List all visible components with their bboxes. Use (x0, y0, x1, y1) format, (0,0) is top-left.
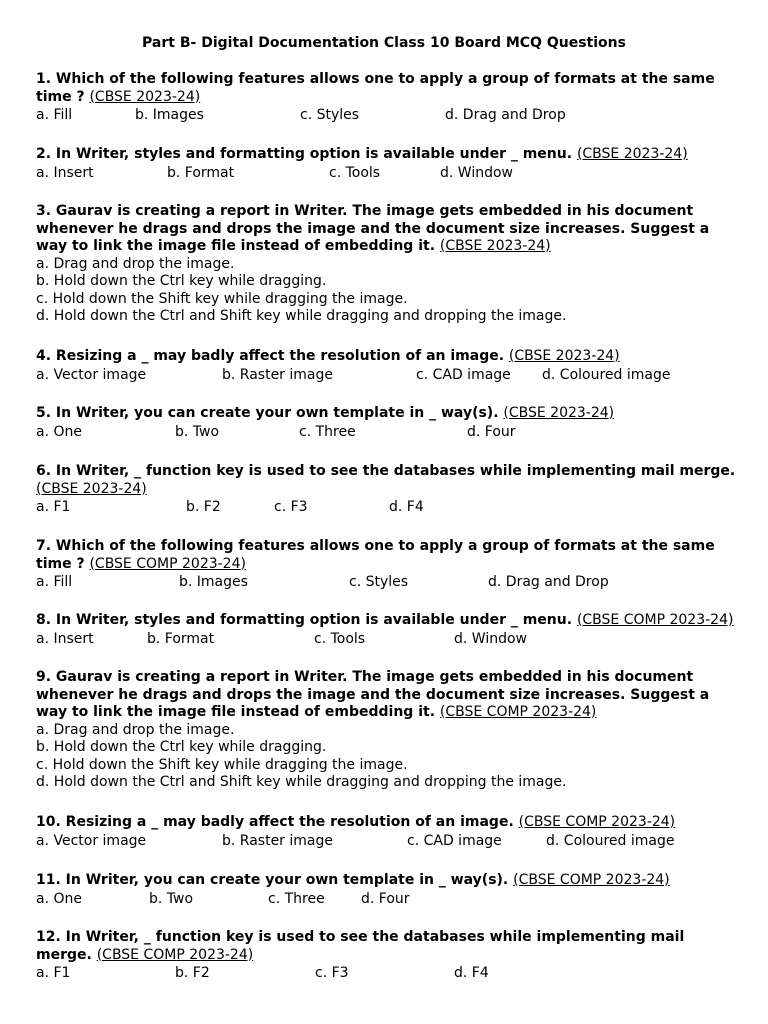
options-row (36, 106, 736, 124)
question-stem: 6. In Writer, _ function key is used to see the databases while implementing mail merge. (CBSE 2023-24) (36, 463, 736, 497)
option-b: b. Raster image (222, 832, 333, 849)
options-row (36, 890, 736, 908)
option-b: b. Images (179, 574, 248, 590)
exam-tag: (CBSE 2023-24) (503, 405, 615, 421)
option-c: c. Three (268, 890, 325, 907)
option-b: b. F2 (175, 965, 210, 981)
document-title: Part B- Digital Documentation Class 10 Board MCQ Questions (142, 35, 626, 51)
option-b: b. Format (167, 164, 235, 181)
option-d: d. Four (467, 423, 516, 440)
question-stem: 2. In Writer, styles and formatting option is available under _ menu. (CBSE 2023-24) (36, 146, 688, 162)
option-a: a. One (36, 890, 82, 907)
option-a: a. Fill (36, 574, 73, 590)
question-11 (36, 872, 736, 908)
exam-tag: (CBSE COMP 2023-24) (576, 612, 734, 628)
exam-tag: (CBSE COMP 2023-24) (513, 872, 670, 888)
exam-tag: (CBSE 2023-24) (508, 348, 620, 364)
option-a: a. One (36, 423, 82, 440)
question-10 (36, 814, 736, 850)
options-row (36, 573, 736, 591)
option-a: a. Fill (36, 107, 73, 123)
option-a: a. Drag and drop the image. (36, 255, 235, 272)
option-b: b. F2 (186, 499, 221, 515)
options-row (36, 964, 736, 982)
option-c: c. Styles (349, 574, 409, 590)
exam-tag: (CBSE COMP 2023-24) (96, 946, 254, 963)
option-d: d. F4 (389, 499, 424, 515)
question-1 (36, 71, 736, 124)
exam-tag: (CBSE 2023-24) (576, 146, 688, 162)
option-b: b. Hold down the Ctrl key while dragging. (36, 273, 327, 289)
option-a: a. F1 (36, 499, 71, 515)
exam-tag: (CBSE 2023-24) (36, 480, 147, 497)
options-row (36, 498, 736, 516)
option-c: c. Tools (314, 630, 366, 647)
option-a: a. Vector image (36, 832, 147, 849)
option-b: b. Two (175, 423, 220, 440)
option-d: d. Window (454, 630, 527, 647)
option-d: d. Window (440, 164, 513, 181)
option-a: a. Drag and drop the image. (36, 721, 235, 738)
question-stem: 5. In Writer, you can create your own template in _ way(s). (CBSE 2023-24) (36, 405, 615, 421)
options-row (36, 630, 736, 648)
question-stem: 9. Gaurav is creating a report in Writer. The image gets embedded in his document whenever he drags and drops the image and the document size increases. Suggest a way to link the image file instead of embedding it. (CBSE COMP 2023-24) (36, 669, 710, 720)
question-8 (36, 612, 736, 648)
question-stem: 10. Resizing a _ may badly affect the resolution of an image. (CBSE COMP 2023-24) (36, 814, 676, 830)
exam-tag: (CBSE 2023-24) (89, 88, 201, 105)
option-a: a. Insert (36, 630, 94, 647)
option-d: d. Coloured image (542, 366, 671, 383)
question-3 (36, 203, 736, 326)
option-d: d. Drag and Drop (445, 107, 566, 123)
question-5 (36, 405, 736, 441)
option-d: d. Hold down the Ctrl and Shift key while dragging and dropping the image. (36, 774, 567, 790)
option-b: b. Images (135, 107, 204, 123)
question-9 (36, 669, 736, 792)
option-d: d. Drag and Drop (488, 574, 609, 590)
question-6 (36, 463, 736, 516)
question-stem: 3. Gaurav is creating a report in Writer. The image gets embedded in his document whenever he drags and drops the image and the document size increases. Suggest a way to link the image file instead of embedding it. (CBSE 2023-24) (36, 203, 710, 254)
option-a: a. Insert (36, 164, 94, 181)
option-b: b. Format (147, 630, 215, 647)
option-b: b. Hold down the Ctrl key while dragging. (36, 739, 327, 755)
option-c: c. Styles (300, 107, 360, 123)
option-d: d. Four (361, 890, 410, 907)
option-b: b. Raster image (222, 366, 333, 383)
option-c: c. F3 (274, 499, 308, 515)
question-stem: 7. Which of the following features allows one to apply a group of formats at the same time ? (CBSE COMP 2023-24) (36, 538, 715, 572)
option-d: d. Coloured image (546, 832, 675, 849)
option-c: c. Hold down the Shift key while dragging the image. (36, 756, 408, 773)
option-c: c. Three (299, 423, 356, 440)
question-12 (36, 929, 736, 982)
question-4 (36, 348, 736, 384)
question-7 (36, 538, 736, 591)
exam-tag: (CBSE COMP 2023-24) (518, 814, 676, 830)
option-c: c. Hold down the Shift key while dragging the image. (36, 290, 408, 307)
question-stem: 8. In Writer, styles and formatting option is available under _ menu. (CBSE COMP 2023-24) (36, 612, 734, 628)
option-d: d. Hold down the Ctrl and Shift key while dragging and dropping the image. (36, 308, 567, 324)
option-b: b. Two (149, 890, 194, 907)
options-row (36, 832, 736, 850)
exam-tag: (CBSE 2023-24) (439, 238, 551, 254)
option-c: c. Tools (329, 164, 381, 181)
exam-tag: (CBSE COMP 2023-24) (439, 704, 597, 720)
question-stem: 12. In Writer, _ function key is used to see the databases while implementing mail merge. (CBSE COMP 2023-24) (36, 929, 685, 963)
question-stem: 1. Which of the following features allows one to apply a group of formats at the same time ? (CBSE 2023-24) (36, 71, 715, 105)
options-row (36, 423, 736, 441)
question-stem: 4. Resizing a _ may badly affect the resolution of an image. (CBSE 2023-24) (36, 348, 620, 364)
option-d: d. F4 (454, 965, 489, 981)
options-list (36, 722, 736, 792)
option-a: a. Vector image (36, 366, 147, 383)
option-c: c. CAD image (416, 366, 511, 383)
options-list (36, 256, 736, 326)
option-a: a. F1 (36, 965, 71, 981)
options-row (36, 366, 736, 384)
exam-tag: (CBSE COMP 2023-24) (89, 555, 246, 572)
question-stem: 11. In Writer, you can create your own template in _ way(s). (CBSE COMP 2023-24) (36, 872, 670, 888)
option-c: c. CAD image (407, 832, 502, 849)
option-c: c. F3 (315, 965, 349, 981)
question-2 (36, 146, 736, 182)
options-row (36, 164, 736, 182)
